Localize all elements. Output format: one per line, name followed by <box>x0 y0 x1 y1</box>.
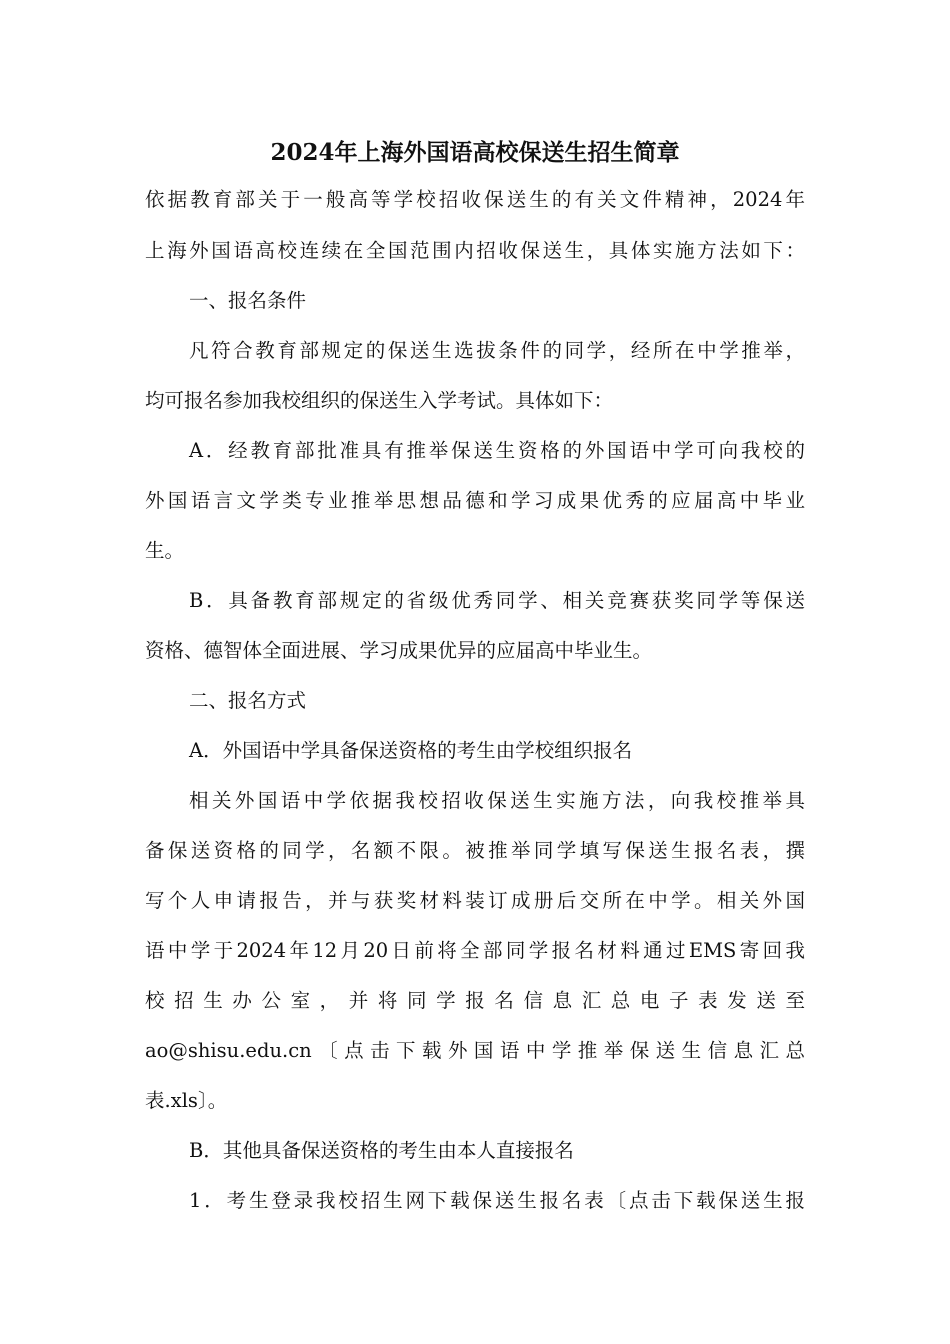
body-line: 语中学于2024年12月20日前将全部同学报名材料通过EMS寄回我 <box>145 939 805 962</box>
section-heading: 二、报名方式 <box>189 689 307 712</box>
body-line: 凡符合教育部规定的保送生选拔条件的同学，经所在中学推举， <box>189 339 805 362</box>
section-heading: 一、报名条件 <box>189 289 307 312</box>
body-line: B．具备教育部规定的省级优秀同学、相关竞赛获奖同学等保送 <box>189 589 805 612</box>
body-line: 1．考生登录我校招生网下载保送生报名表〔点击下载保送生报 <box>189 1189 805 1212</box>
body-line: 依据教育部关于一般高等学校招收保送生的有关文件精神，2024年 <box>145 188 805 211</box>
body-line: 写个人申请报告，并与获奖材料装订成册后交所在中学。相关外国 <box>145 889 805 912</box>
body-line: B．其他具备保送资格的考生由本人直接报名 <box>189 1139 574 1162</box>
body-line: A．外国语中学具备保送资格的考生由学校组织报名 <box>189 739 633 762</box>
body-line: 生。 <box>145 539 185 562</box>
body-line: 校招生办公室，并将同学报名信息汇总电子表发送至 <box>145 989 805 1012</box>
body-line: A．经教育部批准具有推举保送生资格的外国语中学可向我校的 <box>189 439 805 462</box>
body-line: 资格、德智体全面进展、学习成果优异的应届高中毕业生。 <box>145 639 653 662</box>
body-line: 相关外国语中学依据我校招收保送生实施方法，向我校推举具 <box>189 789 805 812</box>
body-line: 备保送资格的同学，名额不限。被推举同学填写保送生报名表，撰 <box>145 839 805 862</box>
body-line: 表.xls〕。 <box>145 1089 228 1112</box>
document-title: 2024年上海外国语高校保送生招生简章 <box>270 139 680 166</box>
body-line: 上海外国语高校连续在全国范围内招收保送生，具体实施方法如下： <box>145 239 805 262</box>
body-line: ao@shisu.edu.cn〔点击下载外国语中学推举保送生信息汇总 <box>145 1039 805 1062</box>
body-line: 均可报名参加我校组织的保送生入学考试。具体如下： <box>145 389 614 412</box>
body-line: 外国语言文学类专业推举思想品德和学习成果优秀的应届高中毕业 <box>145 489 805 512</box>
